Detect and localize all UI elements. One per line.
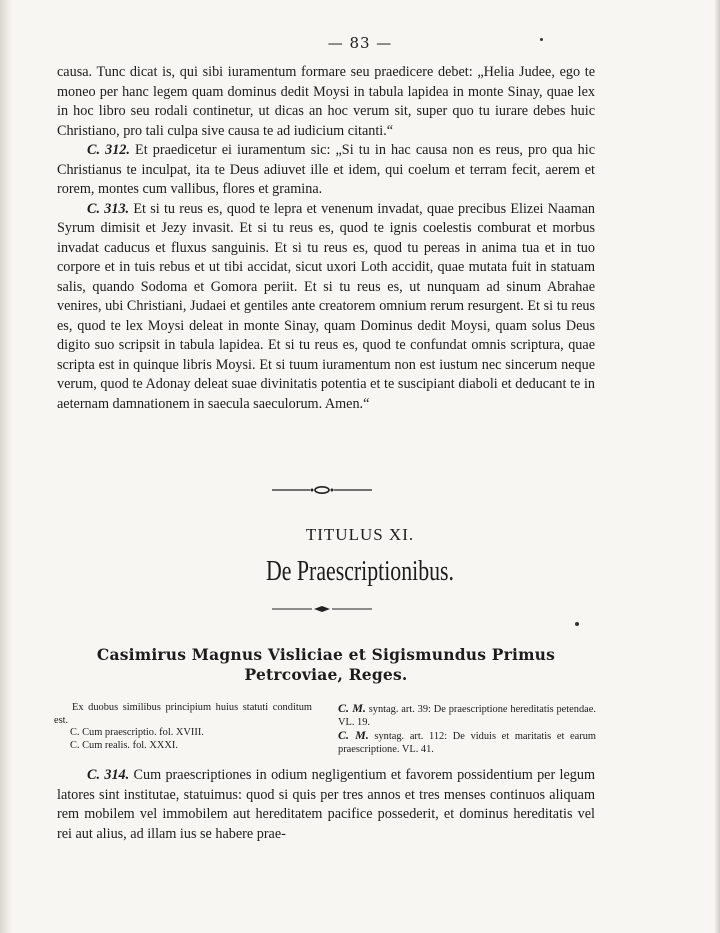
reference-line [338,729,596,756]
page-title: De Praescriptionibus. [265,556,455,587]
ink-speck [575,622,579,626]
page-edge-right [714,0,720,933]
titulus-heading: TITULUS XI. [305,525,415,544]
canon-number: C. 314. [87,767,130,783]
page-number: — 83 — [327,34,393,52]
reference-line: C. Cum realis. fol. XXXI. [70,739,178,751]
canon-text: Et praedicetur ei iuramentum sic: „Si tu in hac causa non es reus, pro qua hic Christianus te inculpat, ita te Deus adiuvet ille et idem, qui coelum et terram fecit, aerem et rorem, montes cum vallibus, flores et gramina. [57,142,596,197]
reference-line: C. Cum praescriptio. fol. XVIII. [70,727,204,739]
reference-line [338,702,596,729]
page-edge-left [0,0,12,933]
reference-text: syntag. art. 112: De viduis et maritatis et earum praescriptione. VL. 41. [338,731,596,755]
reference-label: C. M. [338,701,366,715]
canon-text: Et si tu reus es, quod te lepra et venenum invadat, quae precibus Elizei Naaman Syrum dimisit et Jezy invasit. Et si tu reus es, quod te ignis coelestis comburat et morbus invadat caducus et fluxus sanguinis. Et si tu reus es, quod tu pereas in anima tua et in tuo corpore et in tuis rebus et ut tibi accidat, sicut uxori Loth accidit, quae mutata fuit in statuam salis, quando Sodoma et Gomora periit. Et si tu reus es, ut nunquam ad sinum Abrahae venires, ubi Christiani, Judaei et gentiles ante creatorem omnium rerum resurgent. Et si tu reus es, quod te lex Moysi deleat in monte Sinay, quam Dominus dedit Moysi, quam solus Deus digito suo scripsit in tabula lapidea. Et si tu reus es, quod te confundat omnis scriptura, quae scripta est in quinque libris Moysi. Et si tuum iuramentum non est iustum nec sincerum neque verum, quod te Adonay deleat suae divinitatis potentia et te suscipiant diaboli et deducant te in aeternam damnationem in saecula saeculorum. Amen.“ [57,200,595,412]
paragraph-c312 [57,141,595,200]
divider-ornament [272,604,372,614]
canon-number: C. 312. [87,142,130,158]
paragraph-c313 [57,200,595,415]
divider-ornament [272,485,372,495]
reference-text: syntag. art. 39: De praescriptione hereditatis petendae. VL. 19. [338,704,596,728]
canon-number: C. 313. [87,200,130,217]
praescriptio-text-block [57,766,595,844]
section-heading: Casimirus Magnus Visliciae et Sigismundus Primus Petrcoviae, Reges. [96,645,556,684]
oath-text-block [57,63,595,414]
reference-line: Ex duobus similibus principium huius statuti conditum est. [54,702,312,726]
references-left [54,702,312,752]
reference-label: C. M. [338,728,369,743]
paragraph-causa: causa. Tunc dicat is, qui sibi iuramentum formare seu praedicere debet: „Helia Judee, ego te moneo per hanc legem quam dominus dedit Moysi in tabula lapidea in monte Sinay, quae lex in hoc libro seu rodali continetur, ut dicas an hoc verum sit, super quo tu iurare debes huic Christiano, pro tali culpa sive causa te ad iudicium citanti.“ [57,64,595,139]
paragraph-c314 [57,766,595,844]
canon-text: Cum praescriptiones in odium negligentium et favorem possidentium per legum latores sint institutae, statuimus: quod si quis per tres annos et tres menses continuos aliquam rem mobilem vel immobilem aut hereditatem pacifice possederit, et dominus hereditatis vel rei aut alius, ad illam ius se habere prae- [57,767,595,842]
references-right [338,702,596,756]
